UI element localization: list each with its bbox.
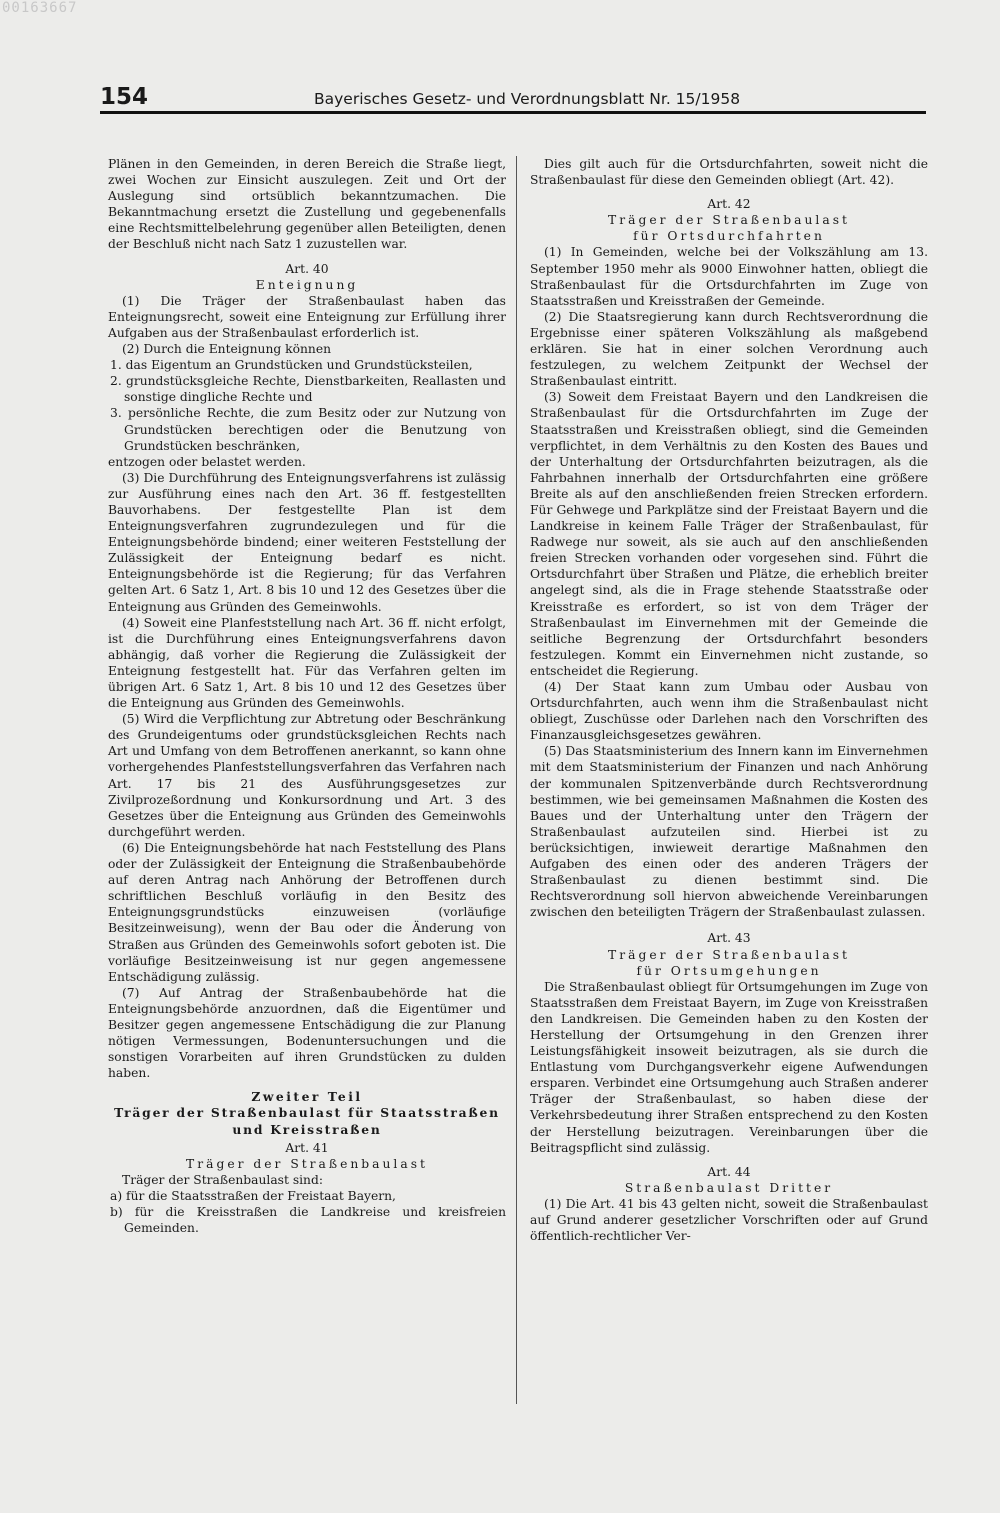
- article-number: Art. 44: [707, 1164, 751, 1179]
- article-title: Enteignung: [255, 277, 359, 292]
- paragraph: Dies gilt auch für die Ortsdurchfahrten, soweit nicht die Straßenbaulast für diese den Gemeinden obliegt (Art. 42).: [530, 157, 928, 188]
- article-title-line2: für Ortsdurchfahrten: [633, 229, 825, 244]
- paragraph: (2) Durch die Enteignung können: [122, 342, 332, 357]
- paragraph: (2) Die Staatsregierung kann durch Rechtsverordnung die Ergebnisse einer späteren Volkszählung als maßgebend erklären. Sie hat in einer solchen Verordnung auch festzulegen, zu welchem Zeitpunkt der Wechsel der Straßenbaulast eintritt.: [530, 309, 928, 389]
- part-heading: Zweiter Teil: [251, 1089, 363, 1105]
- header-rule: [100, 111, 926, 114]
- paragraph: (4) Der Staat kann zum Umbau oder Ausbau von Ortsdurchfahrten, auch wenn ihm die Straßenbaulast nicht obliegt, Zuschüsse oder Darlehen nach den Vorschriften des Finanzausgleichsgesetzes gewähren.: [530, 680, 928, 743]
- running-title: Bayerisches Gesetz- und Verordnungsblatt Nr. 15/1958: [314, 90, 741, 108]
- paragraph: (3) Die Durchführung des Enteignungsverfahrens ist zulässig zur Ausführung eines nach den Art. 36 ff. festgestellten Bauvorhabens. Der festgestellte Plan ist dem Enteignungsverfahren zugrundezulegen und für die Enteignungsbehörde bindend; einer weiteren Feststellung der Zulässigkeit der Enteignung bedarf es nicht. Enteignungsbehörde ist die Regierung; für das Verfahren gelten Art. 6 Satz 1, Art. 8 bis 10 und 12 des Gesetzes über die Enteignung aus Gründen des Gemeinwohls.: [108, 470, 506, 614]
- paragraph: (7) Auf Antrag der Straßenbaubehörde hat die Enteignungsbehörde anzuordnen, daß die Eigentümer und Besitzer gegen angemessene Entschädigung die zur Planung nötigen Vermessungen, Bodenuntersuchungen und die sonstigen Vorarbeiten auf ihren Grundstücken zu dulden haben.: [108, 985, 506, 1081]
- article-title: Straßenbaulast Dritter: [624, 1180, 834, 1195]
- paragraph: (1) Die Art. 41 bis 43 gelten nicht, soweit die Straßenbaulast auf Grund anderer gesetzlicher Vorschriften oder auf Grund öffentlich-rechtlicher Ver-: [530, 1196, 928, 1244]
- article-title-line2: für Ortsumgehungen: [636, 963, 822, 978]
- article-title: Träger der Straßenbaulast: [608, 947, 850, 962]
- column-divider: [516, 156, 517, 1404]
- paragraph: (1) In Gemeinden, welche bei der Volkszählung am 13. September 1950 mehr als 9000 Einwohner hatten, obliegt die Straßenbaulast für die Ortsdurchfahrten im Zuge von Staatsstraßen und Kreisstraßen der Gemeinde.: [530, 245, 928, 308]
- paragraph: Plänen in den Gemeinden, in deren Bereich die Straße liegt, zwei Wochen zur Einsicht auszulegen. Zeit und Ort der Auslegung sind ortsüblich bekanntzumachen. Die Bekanntmachung ersetzt die Zustellung und gegebenenfalls eine Rechtsmittelbelehrung gegenüber allen Beteiligten, denen der Beschluß nicht nach Satz 1 zuzustellen war.: [108, 157, 506, 252]
- article-number: Art. 40: [285, 261, 329, 276]
- page-header: [100, 84, 926, 110]
- paragraph: (5) Das Staatsministerium des Innern kann im Einvernehmen mit dem Staatsministerium der Finanzen und nach Anhörung der kommunalen Spitzenverbände durch Rechtsverordnung bestimmen, wie bei gemeinsamen Maßnahmen die Kosten des Baues und der Unterhaltung unter den Trägern der Straßenbaulast aufzuteilen sind. Hierbei ist zu berücksichtigen, inwieweit derartige Maßnahmen den Aufgaben des einen oder des anderen Trägers der Straßenbaulast zu dienen bestimmt sind. Die Rechtsverordnung soll hiervon abweichende Vereinbarungen zwischen den beteiligten Trägern der Straßenbaulast zulassen.: [530, 744, 928, 920]
- left-column: [108, 156, 506, 1236]
- paragraph: entzogen oder belastet werden.: [108, 454, 306, 469]
- article-title: Träger der Straßenbaulast: [186, 1156, 428, 1171]
- paragraph: (1) Die Träger der Straßenbaulast haben das Enteignungsrecht, soweit eine Enteignung zur Erfüllung ihrer Aufgaben aus der Straßenbaulast erforderlich ist.: [108, 293, 506, 340]
- list-item: 1. das Eigentum an Grundstücken und Grundstücksteilen,: [110, 358, 473, 373]
- paragraph: (5) Wird die Verpflichtung zur Abtretung oder Beschränkung des Grundeigentums oder grundstücksgleichen Rechts nach Art und Umfang von dem Betroffenen anerkannt, so kann ohne vorhergehendes Planfeststellungsverfahren das Verfahren nach Art. 17 bis 21 des Ausführungsgesetzes zur Zivilprozeßordnung und Konkursordnung und Art. 3 des Gesetzes über die Enteignung aus Gründen des Gemeinwohls durchgeführt werden.: [108, 712, 506, 839]
- article-number: Art. 42: [707, 197, 751, 212]
- paragraph: (6) Die Enteignungsbehörde hat nach Feststellung des Plans oder der Zulässigkeit der Enteignung die Straßenbaubehörde auf deren Antrag nach Anhörung der Betroffenen durch schriftlichen Beschluß vorläufig in den Besitz des Enteignungsgrundstücks einzuweisen (vorläufige Besitzeinweisung), wenn der Bau oder die Änderung von Straßen aus Gründen des Gemeinwohls sofort geboten ist. Die vorläufige Besitzeinweisung ist nur gegen angemessene Entschädigung zulässig.: [108, 840, 506, 984]
- list-item: b) für die Kreisstraßen die Landkreise und kreisfreien Gemeinden.: [110, 1205, 506, 1236]
- paragraph: (3) Soweit dem Freistaat Bayern und den Landkreisen die Straßenbaulast für die Ortsdurchfahrten im Zuge der Staatsstraßen und Kreisstraßen obliegt, sind die Gemeinden verpflichtet, in dem Verhältnis zu den Kosten des Baues und der Unterhaltung der Ortsdurchfahrten beizutragen, als die Fahrbahnen innerhalb der Ortsdurchfahrten eine größere Breite als auf den anschließenden freien Strecken erfordern. Für Gehwege und Parkplätze sind der Freistaat Bayern und die Landkreise in keinem Falle Träger der Straßenbaulast, für Radwege nur soweit, als sie auch auf den anschließenden freien Strecken vorhanden oder vorgesehen sind. Führt die Ortsdurchfahrt über Straßen und Plätze, die erheblich breiter angelegt sind, als die in Frage stehende Staatsstraße oder Kreisstraße es erfordert, so ist von dem Träger der Straßenbaulast im Einvernehmen mit der Gemeinde die seitliche Begrenzung der Ortsdurchfahrt besonders festzulegen. Kommt ein Einvernehmen nicht zustande, so entscheidet die Regierung.: [530, 390, 928, 678]
- paragraph: (4) Soweit eine Planfeststellung nach Art. 36 ff. nicht erfolgt, ist die Durchführung eines Enteignungsverfahrens davon abhängig, daß vorher die Regierung die Zulässigkeit der Enteignung festgestellt hat. Für das Verfahren gelten im übrigen Art. 6 Satz 1, Art. 8 bis 10 und 12 des Gesetzes über die Enteignung aus Gründen des Gemeinwohls.: [108, 615, 506, 711]
- right-column: [530, 156, 928, 1244]
- list-item: 2. grundstücksgleiche Rechte, Dienstbarkeiten, Reallasten und sonstige dingliche Rechte und: [110, 374, 506, 405]
- page-number: 154: [100, 84, 149, 110]
- paragraph: Träger der Straßenbaulast sind:: [122, 1172, 323, 1187]
- article-number: Art. 41: [285, 1140, 329, 1155]
- list-item: a) für die Staatsstraßen der Freistaat Bayern,: [110, 1188, 396, 1203]
- paragraph: Die Straßenbaulast obliegt für Ortsumgehungen im Zuge von Staatsstraßen dem Freistaat Bayern, im Zuge von Kreisstraßen den Landkreisen. Die Gemeinden haben zu den Kosten der Herstellung der Ortsumgehung in den Grenzen ihrer Leistungsfähigkeit insoweit beizutragen, als sie durch die Entlastung vom Durchgangsverkehr eigene Aufwendungen ersparen. Verbindet eine Ortsumgehung auch Straßen anderer Träger der Straßenbaulast, so haben diese der Verkehrsbedeutung ihrer Straßen entsprechend zu den Kosten der Herstellung beizutragen. Vereinbarungen über die Beitragspflicht sind zulässig.: [530, 979, 928, 1155]
- article-title: Träger der Straßenbaulast: [608, 213, 850, 228]
- part-subheading: Träger der Straßenbaulast für Staatsstraßen und Kreisstraßen: [114, 1105, 500, 1137]
- list-item: 3. persönliche Rechte, die zum Besitz oder zur Nutzung von Grundstücken berechtigen oder die Benutzung von Grundstücken beschränken,: [110, 406, 506, 453]
- article-number: Art. 43: [707, 931, 751, 946]
- archive-stamp: 00163667: [2, 0, 78, 16]
